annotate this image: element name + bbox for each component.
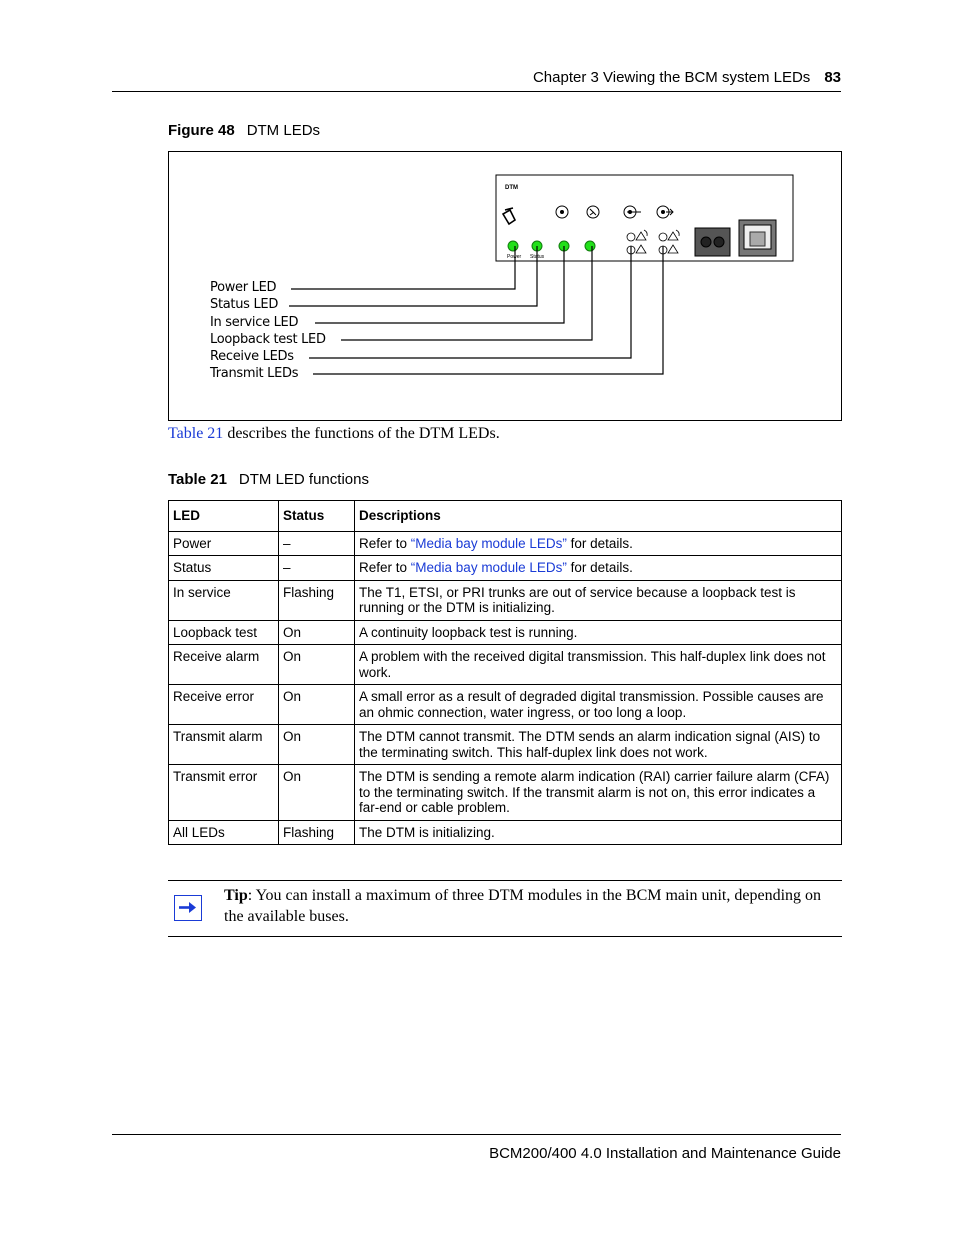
footer-title: BCM200/400 4.0 Installation and Maintenance Guide — [489, 1145, 841, 1162]
table-row — [169, 820, 842, 845]
cell-description: The T1, ETSI, or PRI trunks are out of service because a loopback test is running or the DTM is initializing. — [355, 580, 842, 620]
cell-led: Status — [169, 556, 279, 581]
cell-description: Refer to “Media bay module LEDs” for details. — [355, 556, 842, 581]
cell-status: On — [279, 765, 355, 821]
dtm-panel-label: DTM — [505, 185, 518, 191]
cell-description: A small error as a result of degraded digital transmission. Possible causes are an ohmic connection, water ingress, or too long a loop. — [355, 685, 842, 725]
header-status: Status — [279, 501, 355, 532]
cell-led: Receive error — [169, 685, 279, 725]
cell-description: The DTM is initializing. — [355, 820, 842, 845]
callout-in-service-led: In service LED — [210, 315, 299, 330]
table-number: Table 21 — [168, 471, 227, 488]
cell-description: The DTM cannot transmit. The DTM sends an alarm indication signal (AIS) to the terminating switch. This half-duplex link does not work. — [355, 725, 842, 765]
callout-transmit-leds: Transmit LEDs — [210, 366, 299, 381]
table-21-link[interactable]: Table 21 — [168, 425, 224, 442]
table-row — [169, 685, 842, 725]
cell-status: On — [279, 620, 355, 645]
cell-status: Flashing — [279, 820, 355, 845]
power-led — [508, 241, 518, 251]
media-bay-link[interactable]: “Media bay module LEDs” — [410, 535, 567, 551]
header-led: LED — [169, 501, 279, 532]
page-number: 83 — [824, 69, 841, 86]
cell-description: The DTM is sending a remote alarm indication (RAI) carrier failure alarm (CFA) to the terminating switch. If the transmit alarm is not on, this error indicates a far-end or cable problem. — [355, 765, 842, 821]
status-led-text: Status — [530, 254, 545, 260]
table-row — [169, 556, 842, 581]
cell-led: Loopback test — [169, 620, 279, 645]
cell-status: On — [279, 725, 355, 765]
cell-led: In service — [169, 580, 279, 620]
figure-caption — [168, 122, 320, 139]
cell-led: Transmit alarm — [169, 725, 279, 765]
tip-box — [168, 880, 842, 937]
cell-status: – — [279, 556, 355, 581]
intro-text: describes the functions of the DTM LEDs. — [223, 425, 500, 442]
figure-number: Figure 48 — [168, 122, 235, 139]
cell-led: Receive alarm — [169, 645, 279, 685]
cell-led: All LEDs — [169, 820, 279, 845]
cell-status: – — [279, 531, 355, 556]
cell-status: Flashing — [279, 580, 355, 620]
table-row — [169, 620, 842, 645]
table-row — [169, 765, 842, 821]
cell-description: A continuity loopback test is running. — [355, 620, 842, 645]
intro-paragraph — [168, 425, 500, 443]
led-functions-table — [168, 500, 842, 845]
tip-label: Tip — [224, 887, 248, 904]
cell-status: On — [279, 645, 355, 685]
table-row — [169, 531, 842, 556]
figure-dtm-leds — [168, 151, 842, 421]
tip-text: : You can install a maximum of three DTM modules in the BCM main unit, depending on the available buses. — [224, 887, 822, 925]
callout-loopback-led: Loopback test LED — [210, 332, 326, 347]
table-row — [169, 580, 842, 620]
power-led-text: Power — [507, 254, 522, 260]
chapter-title: Chapter 3 Viewing the BCM system LEDs — [532, 69, 811, 86]
media-bay-link[interactable]: “Media bay module LEDs” — [410, 560, 567, 575]
cell-led: Transmit error — [169, 765, 279, 821]
cell-led: Power — [169, 531, 279, 556]
page-footer — [112, 1134, 841, 1162]
loopback-led — [585, 241, 595, 251]
figure-title: DTM LEDs — [246, 122, 321, 139]
table-row — [169, 725, 842, 765]
cell-description: Refer to “Media bay module LEDs” for details. — [355, 531, 842, 556]
callout-power-led: Power LED — [210, 280, 277, 295]
table-header-row — [169, 501, 842, 532]
cell-status: On — [279, 685, 355, 725]
arrow-right-icon — [174, 895, 202, 921]
table-caption — [168, 471, 369, 488]
table-row — [169, 645, 842, 685]
callout-status-led: Status LED — [210, 297, 279, 312]
callout-receive-leds: Receive LEDs — [210, 349, 294, 364]
callout-lines — [289, 246, 663, 374]
coax-connector — [695, 228, 730, 256]
cell-description: A problem with the received digital transmission. This half-duplex link does not work. — [355, 645, 842, 685]
header-descriptions: Descriptions — [355, 501, 842, 532]
page-header — [112, 69, 841, 92]
table-title: DTM LED functions — [238, 471, 369, 488]
